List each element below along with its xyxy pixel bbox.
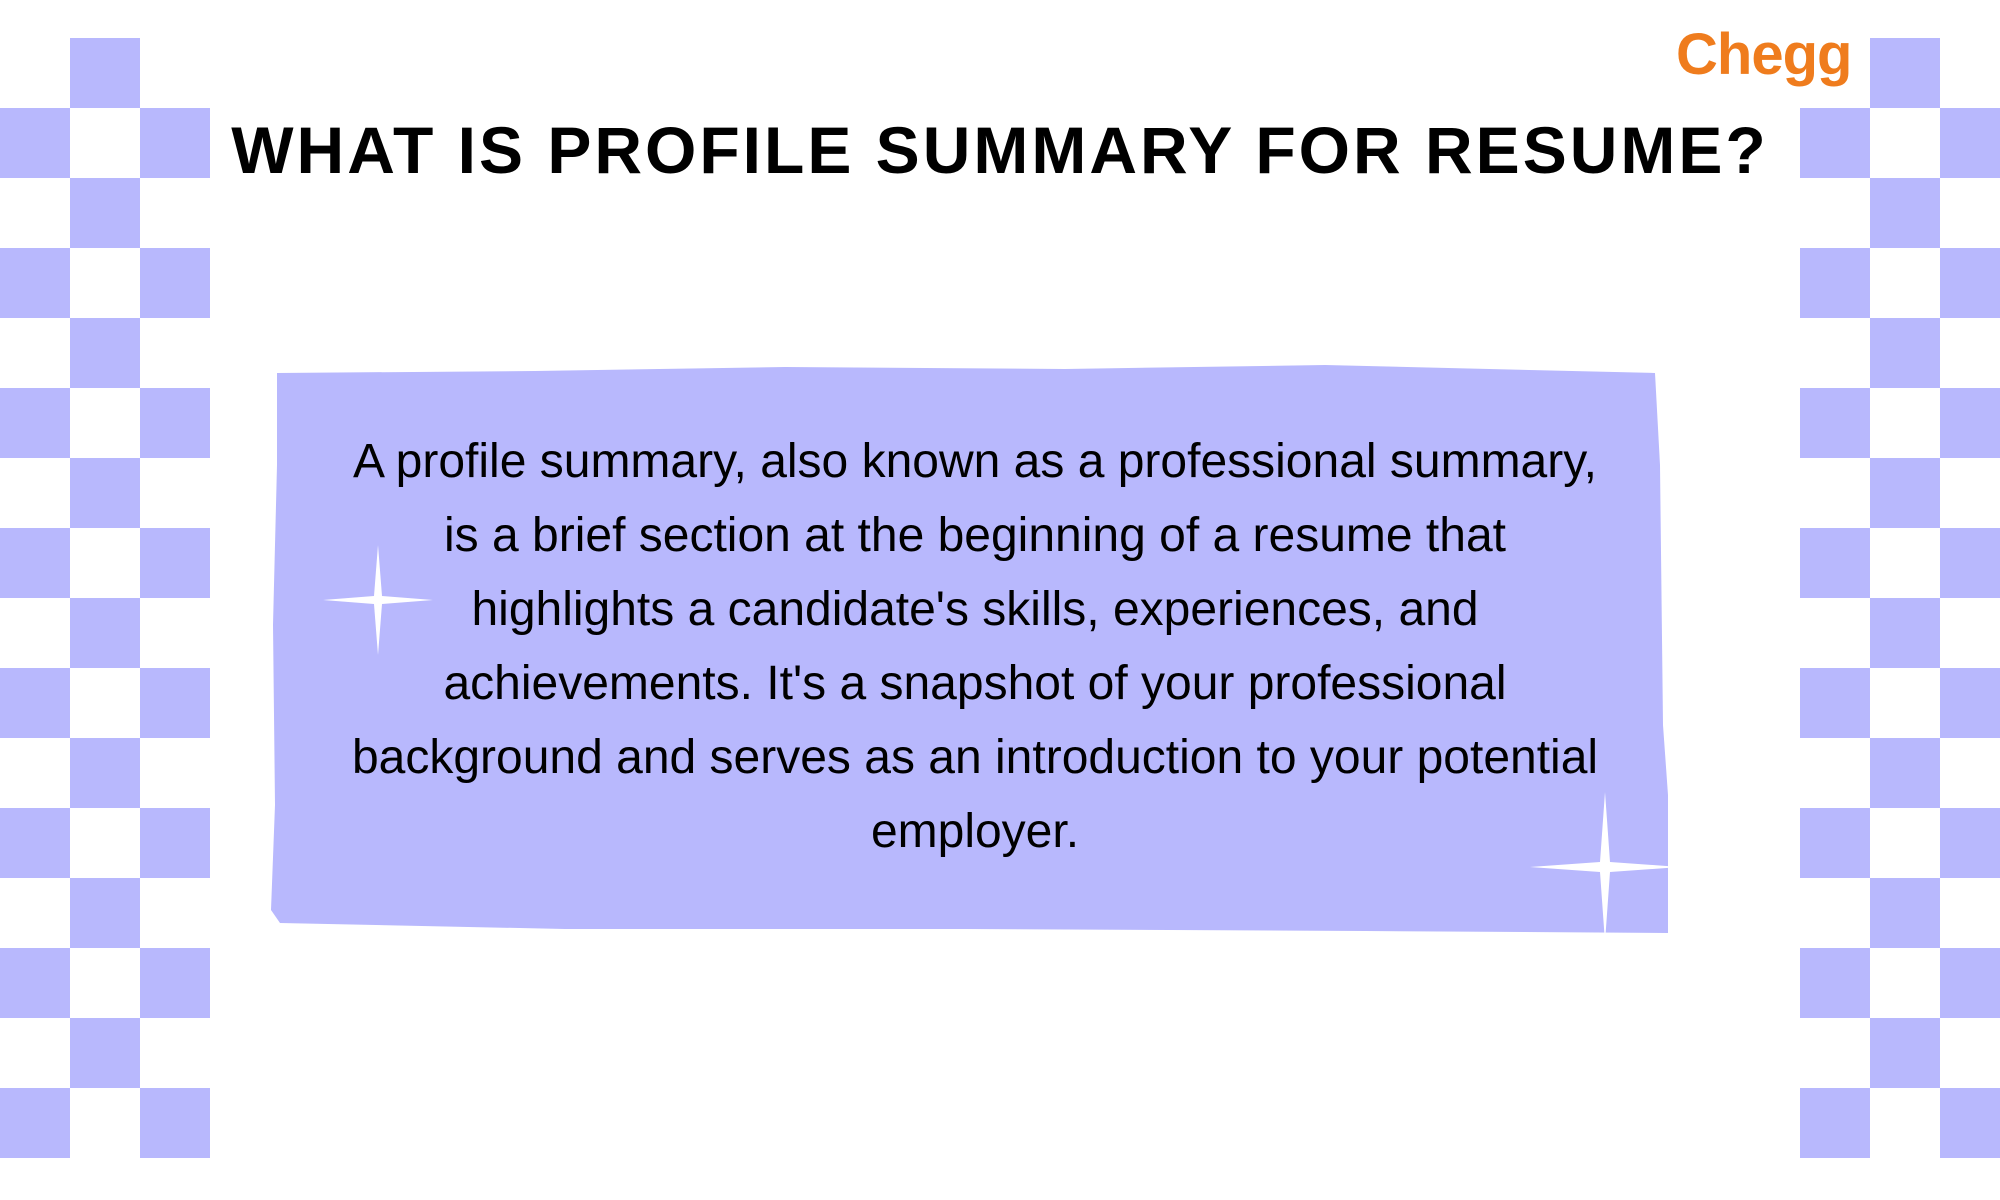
checker-square bbox=[140, 388, 210, 458]
checker-square bbox=[140, 668, 210, 738]
checker-square bbox=[1870, 738, 1940, 808]
checker-square bbox=[1870, 878, 1940, 948]
checker-square bbox=[1870, 178, 1940, 248]
summary-card bbox=[265, 365, 1685, 935]
checker-square bbox=[1800, 388, 1870, 458]
chegg-logo: Chegg bbox=[1676, 22, 1852, 87]
checker-square bbox=[1800, 1088, 1870, 1158]
checker-square bbox=[1940, 248, 2000, 318]
sparkle-icon bbox=[1530, 792, 1680, 942]
checker-square bbox=[0, 108, 70, 178]
checker-square bbox=[1870, 38, 1940, 108]
checker-square bbox=[1870, 1018, 1940, 1088]
checker-square bbox=[1940, 668, 2000, 738]
sparkle-icon bbox=[323, 545, 433, 655]
checker-square bbox=[1940, 1088, 2000, 1158]
left-checker-border bbox=[0, 38, 200, 1162]
checker-square bbox=[70, 598, 140, 668]
checker-square bbox=[1940, 528, 2000, 598]
checker-square bbox=[70, 458, 140, 528]
checker-square bbox=[140, 808, 210, 878]
checker-square bbox=[1800, 528, 1870, 598]
page-title: WHAT IS PROFILE SUMMARY FOR RESUME? bbox=[231, 113, 1769, 187]
checker-square bbox=[0, 248, 70, 318]
checker-square bbox=[70, 178, 140, 248]
checker-square bbox=[0, 1088, 70, 1158]
checker-square bbox=[70, 1018, 140, 1088]
checker-square bbox=[1800, 108, 1870, 178]
checker-square bbox=[140, 1088, 210, 1158]
checker-square bbox=[1870, 598, 1940, 668]
checker-square bbox=[1940, 108, 2000, 178]
checker-square bbox=[70, 318, 140, 388]
checker-square bbox=[1940, 948, 2000, 1018]
checker-square bbox=[1940, 808, 2000, 878]
checker-square bbox=[1800, 948, 1870, 1018]
checker-square bbox=[0, 948, 70, 1018]
checker-square bbox=[70, 738, 140, 808]
checker-square bbox=[140, 948, 210, 1018]
right-checker-border bbox=[1800, 38, 2000, 1162]
checker-square bbox=[0, 388, 70, 458]
checker-square bbox=[0, 668, 70, 738]
checker-square bbox=[1800, 808, 1870, 878]
summary-text: A profile summary, also known as a professional summary, is a brief section at the beginning of a resume that highlights a candidate's skills, experiences, and achievements. It's a snapshot of your professional background and serves as an introduction to your potential employer. bbox=[351, 435, 1599, 858]
checker-square bbox=[1800, 248, 1870, 318]
checker-square bbox=[1800, 668, 1870, 738]
checker-square bbox=[0, 528, 70, 598]
checker-square bbox=[140, 528, 210, 598]
checker-square bbox=[70, 878, 140, 948]
checker-square bbox=[1940, 388, 2000, 458]
checker-square bbox=[0, 808, 70, 878]
checker-square bbox=[1870, 458, 1940, 528]
checker-square bbox=[70, 38, 140, 108]
checker-square bbox=[1870, 318, 1940, 388]
checker-square bbox=[140, 248, 210, 318]
